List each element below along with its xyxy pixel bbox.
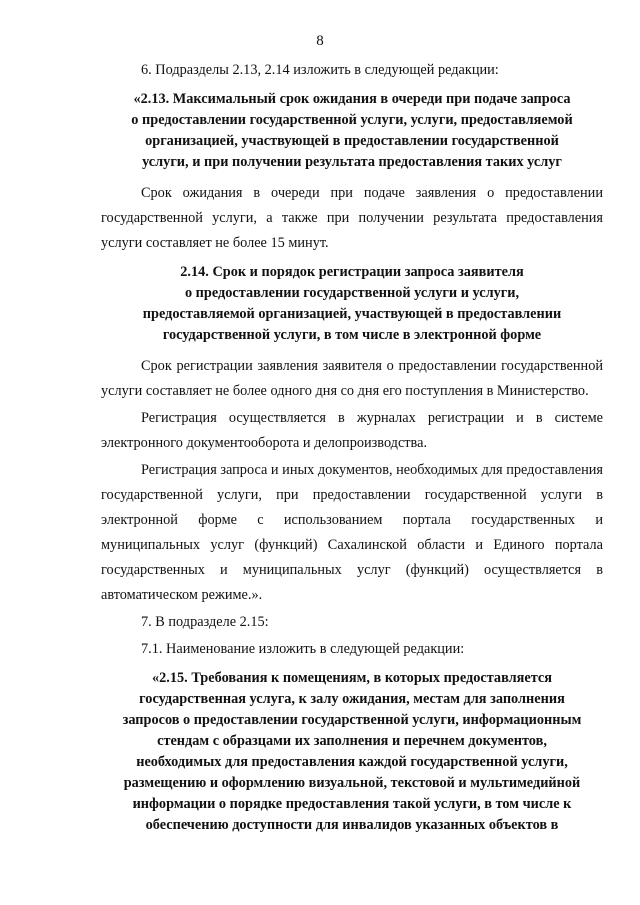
paragraph-2-14-registration: Регистрация осуществляется в журналах регистрации и в системе электронного документооборота и делопроизводства. <box>101 410 603 451</box>
heading-line: «2.15. Требования к помещениям, в которых предоставляется <box>152 670 552 686</box>
heading-line: обеспечению доступности для инвалидов указанных объектов в <box>145 817 559 833</box>
heading-line: государственная услуга, к залу ожидания, местам для заполнения <box>139 691 565 707</box>
heading-line: 2.14. Срок и порядок регистрации запроса заявителя <box>180 264 524 280</box>
heading-line: «2.13. Максимальный срок ожидания в очереди при подаче запроса <box>133 91 571 107</box>
paragraph-2-14-electronic: Регистрация запроса и иных документов, необходимых для предоставления государственной услуги, при предоставлении государственной услуги в электронной форме с использованием портала государственных и муниципальных услуг (функций) Сахалинской области и Единого портала государственных и муниципальных услуг (функций) осуществляется в автоматическом режиме.». <box>101 462 603 603</box>
section-heading-2-15 <box>101 668 603 836</box>
heading-line: информации о порядке предоставления такой услуги, в том числе к <box>132 796 572 812</box>
heading-line: о предоставлении государственной услуги, услуги, предоставляемой <box>131 112 573 128</box>
heading-line: государственной услуги, в том числе в электронной форме <box>162 327 542 343</box>
paragraph-item-7-1: 7.1. Наименование изложить в следующей редакции: <box>141 641 465 657</box>
paragraph-item-7: 7. В подразделе 2.15: <box>141 614 269 630</box>
heading-line: запросов о предоставлении государственной услуги, информационным <box>122 712 582 728</box>
heading-line: необходимых для предоставления каждой государственной услуги, <box>136 754 568 770</box>
heading-line: организацией, участвующей в предоставлении государственной <box>145 133 559 149</box>
heading-line: предоставляемой организацией, участвующей в предоставлении <box>142 306 562 322</box>
heading-line: размещению и оформлению визуальной, текстовой и мультимедийной <box>123 775 581 791</box>
paragraph-2-14-term: Срок регистрации заявления заявителя о предоставлении государственной услуги составляет не более одного дня со дня его поступления в Министерство. <box>101 358 603 399</box>
page-number: 8 <box>316 33 324 49</box>
paragraph-item-6: 6. Подразделы 2.13, 2.14 изложить в следующей редакции: <box>141 62 499 78</box>
heading-line: услуги, и при получении результата предоставления таких услуг <box>142 154 562 170</box>
section-heading-2-13 <box>101 89 603 173</box>
paragraph-2-13-text: Срок ожидания в очереди при подаче заявления о предоставлении государственной услуги, а также при получении результата предоставления услуги составляет не более 15 минут. <box>101 185 603 251</box>
document-body <box>101 58 603 844</box>
heading-line: стендам с образцами их заполнения и перечнем документов, <box>157 733 547 749</box>
heading-line: о предоставлении государственной услуги и услуги, <box>184 285 520 301</box>
section-heading-2-14 <box>101 262 603 346</box>
